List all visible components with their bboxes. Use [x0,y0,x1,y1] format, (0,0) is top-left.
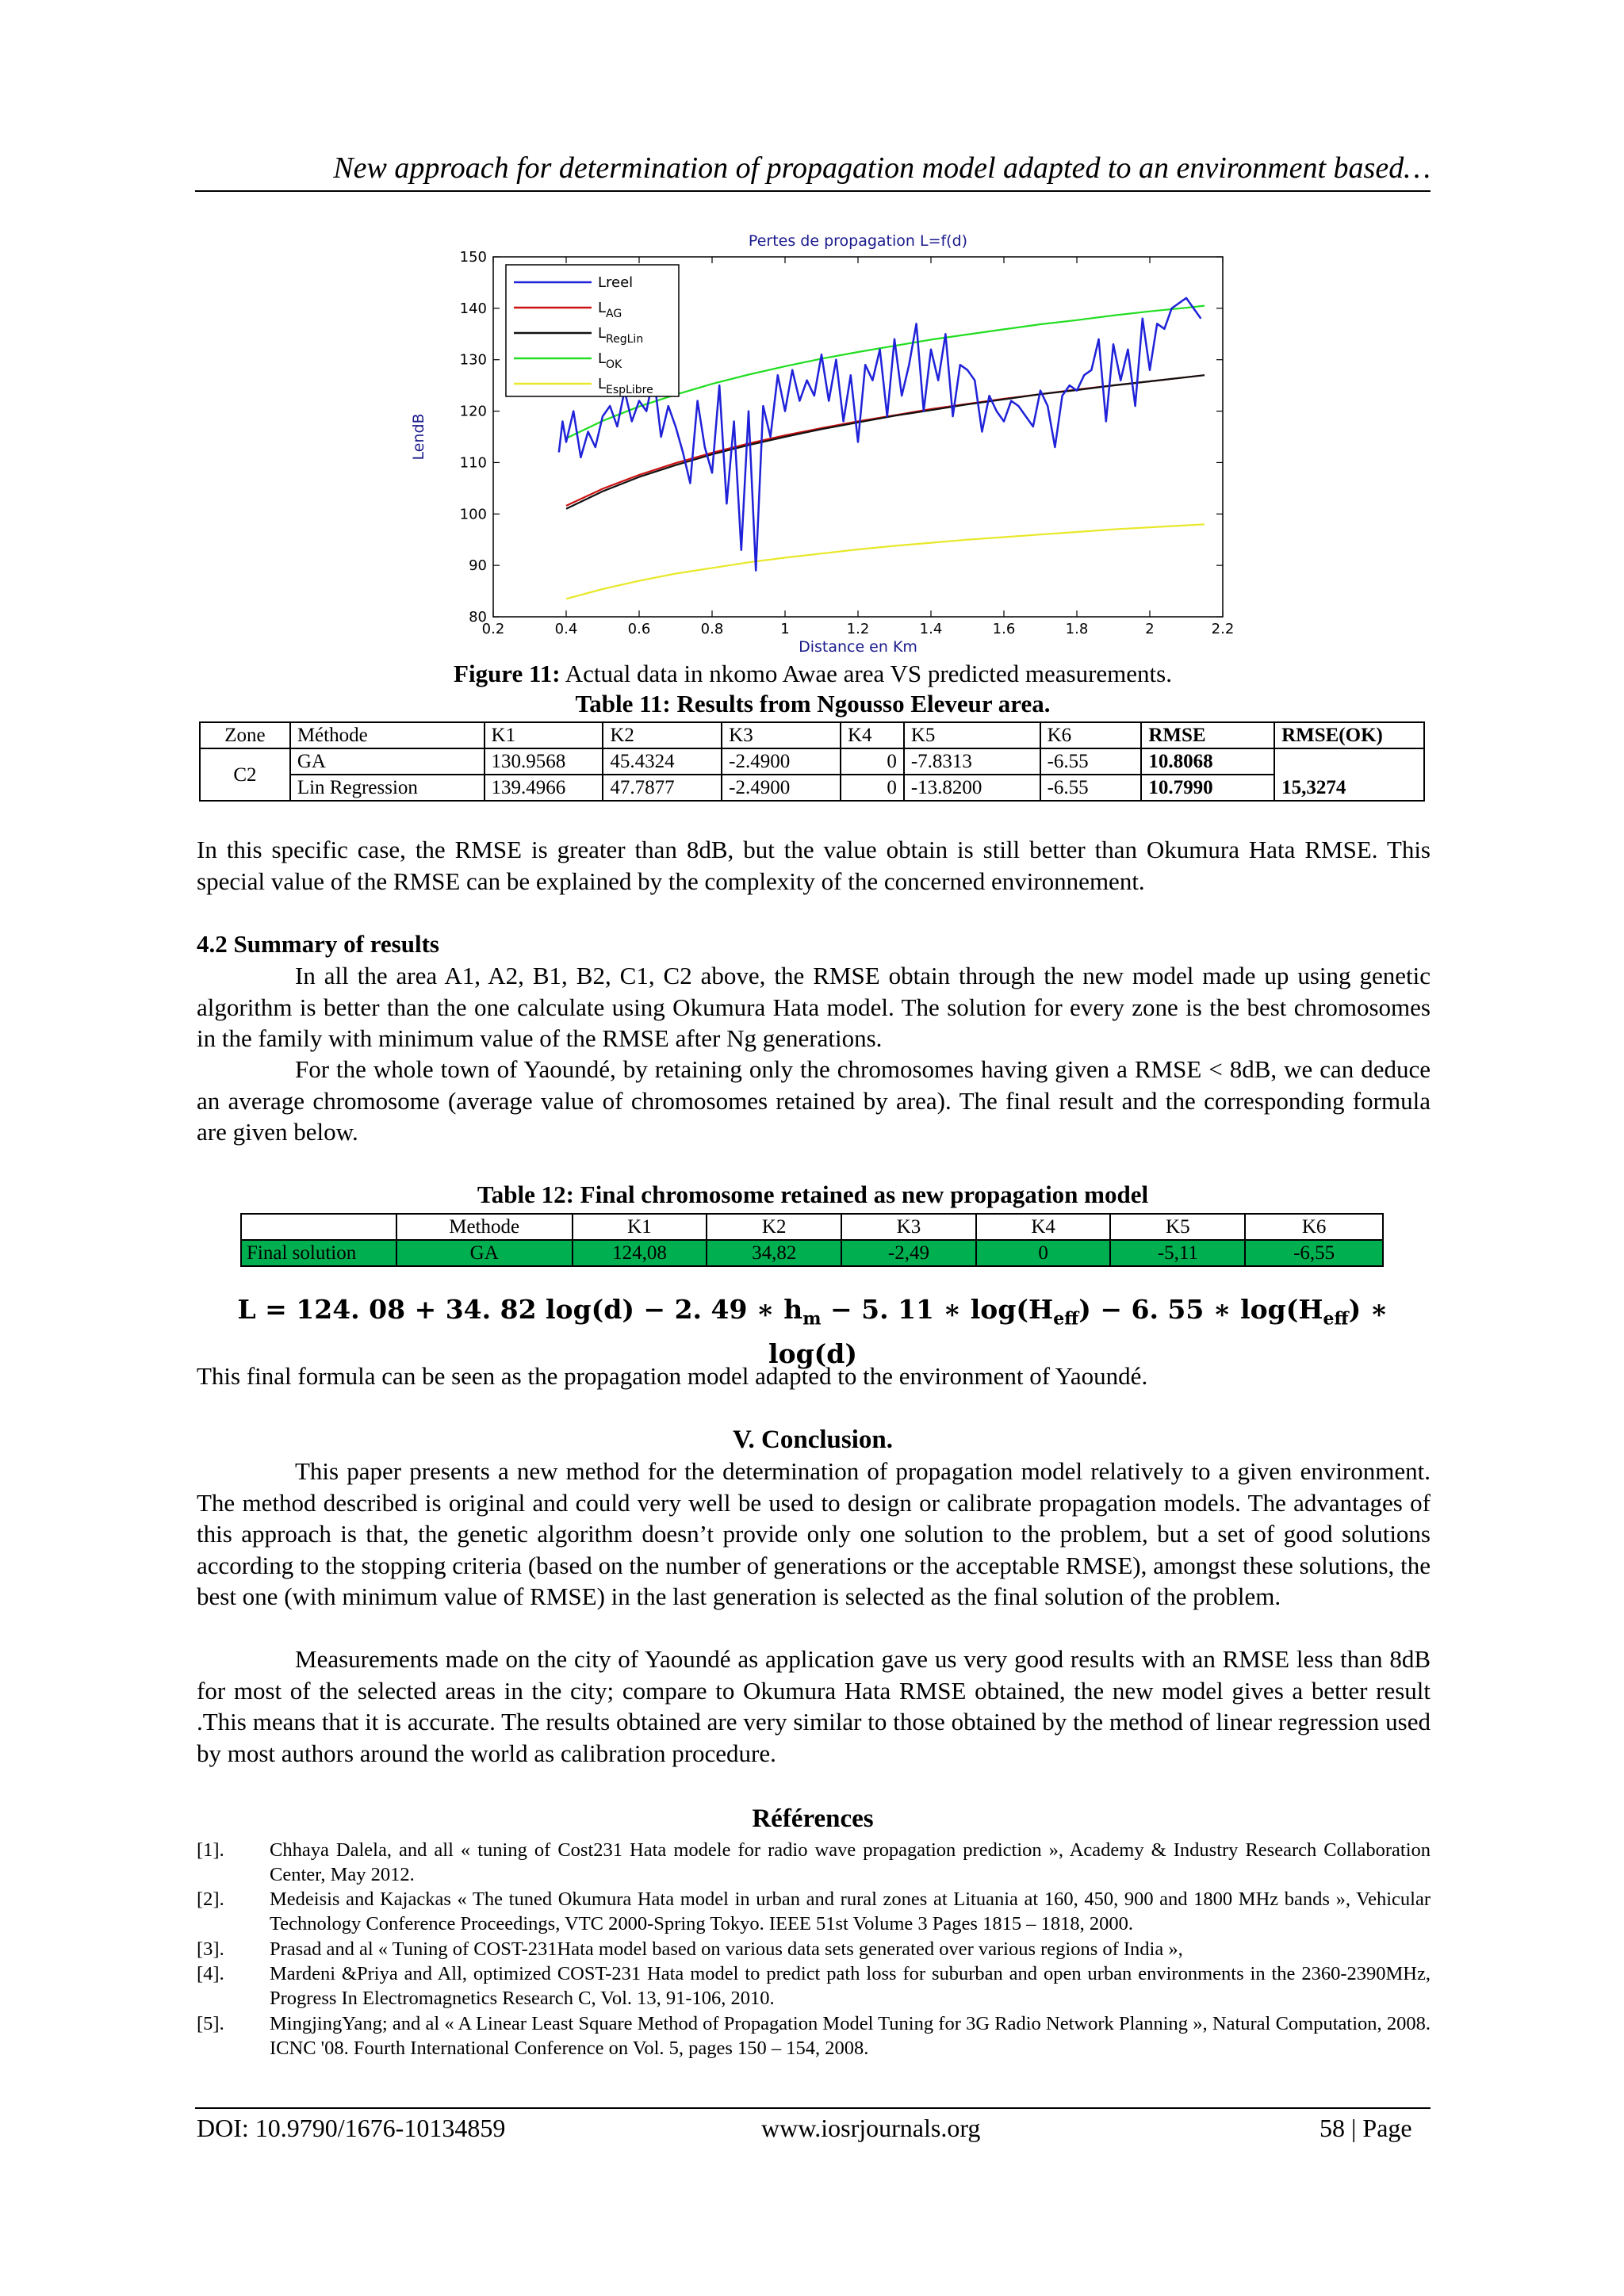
k2-cell: 47.7877 [603,775,722,801]
figure-11-text: Actual data in nkomo Awae area VS predicted measurements. [560,660,1172,687]
row-label-cell: Final solution [241,1240,396,1266]
table-row [200,775,1424,801]
section-heading-4-2: 4.2 Summary of results [197,930,439,958]
table-12 [240,1213,1384,1267]
reference-number: [4]. [197,1963,224,1984]
reference-number: [2]. [197,1888,224,1910]
k4-cell: 0 [976,1240,1111,1266]
paragraph-text: This paper presents a new method for the determination of propagation model relatively to a given environment. The method described is original and could very well be used to design or calibrate propagation models. The advantages of this approach is that, the genetic algorithm doesn’t provide only one solution to the problem, but a set of good solutions according to the stopping criteria (based on the number of generations or the acceptable RMSE), amongst these solutions, the best one (with minimum value of RMSE) in the last generation is selected as the final solution of the problem. [197,1457,1431,1610]
x-tick-label: 0.6 [627,621,651,637]
k1-cell: 139.4966 [485,775,603,801]
y-tick-label: 120 [459,403,487,420]
k5-cell: -5,11 [1110,1240,1245,1266]
x-tick-label: 2 [1145,621,1155,637]
table-11-header-row [200,722,1424,748]
k2-cell: 34,82 [707,1240,841,1266]
header-cell: K4 [841,722,904,748]
reference-number: [3]. [197,1938,224,1960]
table-12-caption: Table 12: Final chromosome retained as new propagation model [477,1181,1149,1208]
table-11 [199,721,1425,802]
chart-legend [506,265,679,396]
reference-number: [1]. [197,1839,224,1861]
k3-cell: -2.4900 [722,748,841,775]
formula-part: ) − 6. 55 ∗ log(H [1078,1294,1323,1325]
k2-cell: 45.4324 [603,748,722,775]
y-tick-label: 140 [459,300,487,317]
reference-item [197,2011,1431,2061]
k5-cell: -7.8313 [904,748,1040,775]
x-tick-label: 0.8 [700,621,724,637]
reference-text: Mardeni &Priya and All, optimized COST-231 Hata model to predict path loss for suburban and open urban environments in the 2360-2390MHz, Progress In Electromagnetics Research C, Vol. 13, 91-106, 2010. [270,1963,1431,2009]
formula-part: ) ∗ log(d) [768,1294,1388,1369]
table-11-caption: Table 11: Results from Ngousso Eleveur area. [575,690,1051,718]
footer-page-number: 58 | Page [1320,2114,1412,2142]
y-tick-label: 100 [459,506,487,523]
y-axis-label: LendB [410,413,427,461]
header-cell: RMSE(OK) [1274,722,1424,748]
legend-label: Lreel [598,274,634,291]
reference-number: [5]. [197,2013,224,2034]
legend-label: $L_{AG}$ [598,300,622,320]
table-row [241,1240,1383,1266]
header-cell: K2 [707,1214,841,1240]
y-tick-label: 130 [459,351,487,369]
reference-item [197,1961,1431,2011]
zone-cell: C2 [200,748,290,801]
paragraph-text: For the whole town of Yaoundé, by retaining only the chromosomes having given a RMSE < 8dB, we can deduce an average chromosome (average value of chromosomes retained by area). The final result and the corresponding formula are given below. [197,1055,1431,1146]
table-row [200,748,1424,775]
x-tick-label: 1.2 [846,621,870,637]
header-cell: Zone [200,722,290,748]
legend-label: $L_{RegLin}$ [598,325,644,346]
y-tick-label: 110 [459,454,487,472]
header-cell: Méthode [290,722,485,748]
y-tick-label: 90 [469,557,487,575]
formula-subscript: eff [1323,1308,1349,1330]
k3-cell: -2.4900 [722,775,841,801]
x-tick-label: 1.4 [919,621,943,637]
reference-item [197,1887,1431,1936]
reference-text: Prasad and al « Tuning of COST-231Hata model based on various data sets generated over various regions of India », [270,1938,1183,1960]
paragraph-conclusion-1 [197,1456,1431,1613]
k5-cell: -13.8200 [904,775,1040,801]
chart-title: Pertes de propagation L=f(d) [748,232,968,250]
header-cell: K2 [603,722,722,748]
k1-cell: 130.9568 [485,748,603,775]
method-cell: Lin Regression [290,775,485,801]
reference-item [197,1838,1431,1887]
k1-cell: 124,08 [573,1240,707,1266]
paragraph-summary-2 [197,1054,1431,1148]
legend-label: $L_{EspLibre}$ [598,376,653,396]
header-cell: Methode [396,1214,573,1240]
x-tick-label: 1 [780,621,790,637]
method-cell: GA [396,1240,573,1266]
x-axis-label: Distance en Km [799,638,917,656]
header-cell: K6 [1040,722,1142,748]
header-cell: K3 [722,722,841,748]
formula-subscript: eff [1053,1308,1079,1330]
paragraph-text: In all the area A1, A2, B1, B2, C1, C2 above, the RMSE obtain through the new model made up using genetic algorithm is better than the one calculate using Okumura Hata model. The solution for every zone is the best chromosomes in the family with minimum value of the RMSE after Ng generations. [197,962,1431,1052]
footer-rule [195,2107,1431,2109]
paragraph-final-formula: This final formula can be seen as the propagation model adapted to the environment of Yaoundé. [197,1362,1148,1390]
footer-doi: DOI: 10.9790/1676-10134859 [197,2114,506,2142]
references-heading: Références [752,1804,874,1833]
header-cell: K1 [573,1214,707,1240]
section-heading-conclusion: V. Conclusion. [732,1425,894,1454]
header-rule [195,190,1431,192]
k4-cell: 0 [841,748,904,775]
paragraph-conclusion-2 [197,1644,1431,1769]
footer-website: www.iosrjournals.org [761,2114,981,2142]
header-cell: RMSE [1141,722,1274,748]
table-12-header-row [241,1214,1383,1240]
reference-text: MingjingYang; and al « A Linear Least Square Method of Propagation Model Tuning for 3G Radio Network Planning », Natural Computation, 2008. ICNC '08. Fourth International Conference on Vol. 5, pages 150 – 154, 2008. [270,2013,1431,2059]
formula-part: L = 124. 08 + 34. 82 log(d) − 2. 49 ∗ h [237,1294,803,1325]
x-tick-label: 1.6 [992,621,1016,637]
header-cell: K4 [976,1214,1111,1240]
k4-cell: 0 [841,775,904,801]
rmse-ok-cell: 15,3274 [1274,748,1424,801]
formula-subscript: m [802,1308,822,1330]
header-cell [241,1214,396,1240]
legend-label: $L_{OK}$ [598,350,622,371]
k6-cell: -6.55 [1040,775,1142,801]
figure-11-label: Figure 11: [454,660,561,687]
formula-part: − 5. 11 ∗ log(H [821,1294,1054,1325]
paragraph-summary-1 [197,960,1431,1054]
x-tick-label: 0.2 [481,621,505,637]
figure-11-caption [195,660,1431,688]
y-tick-label: 80 [469,609,487,626]
reference-text: Chhaya Dalela, and all « tuning of Cost231 Hata modele for radio wave propagation prediction », Academy & Industry Research Collaboration Center, May 2012. [270,1839,1431,1885]
propagation-formula [195,1292,1431,1372]
propagation-loss-chart [404,224,1251,658]
paragraph-text: Measurements made on the city of Yaoundé as application gave us very good results with an RMSE less than 8dB for most of the selected areas in the city; compare to Okumura Hata RMSE obtained, the new model gives a better result .This means that it is accurate. The results obtained are very similar to those obtained by the method of linear regression used by most authors around the world as calibration procedure. [197,1645,1431,1767]
running-header: New approach for determination of propagation model adapted to an environment based… [333,151,1431,185]
x-tick-label: 0.4 [554,621,578,637]
reference-item [197,1937,1431,1961]
header-cell: K6 [1245,1214,1383,1240]
header-cell: K3 [841,1214,976,1240]
header-cell: K1 [485,722,603,748]
reference-text: Medeisis and Kajackas « The tuned Okumura Hata model in urban and rural zones at Lituania at 160, 450, 900 and 1800 MHz bands », Vehicular Technology Conference Proceedings, VTC 2000-Spring Tokyo. IEEE 51st Volume 3 Pages 1815 – 1818, 2000. [270,1888,1431,1934]
x-tick-label: 2.2 [1211,621,1235,637]
rmse-cell: 10.8068 [1141,748,1274,775]
y-tick-label: 150 [459,249,487,266]
rmse-cell: 10.7990 [1141,775,1274,801]
paragraph-rmse-case: In this specific case, the RMSE is greater than 8dB, but the value obtain is still better than Okumura Hata RMSE. This special value of the RMSE can be explained by the complexity of the concerned environnement. [197,836,1431,895]
k3-cell: -2,49 [841,1240,976,1266]
method-cell: GA [290,748,485,775]
k6-cell: -6,55 [1245,1240,1383,1266]
x-tick-label: 1.8 [1065,621,1089,637]
k6-cell: -6.55 [1040,748,1142,775]
header-cell: K5 [1110,1214,1245,1240]
header-cell: K5 [904,722,1040,748]
